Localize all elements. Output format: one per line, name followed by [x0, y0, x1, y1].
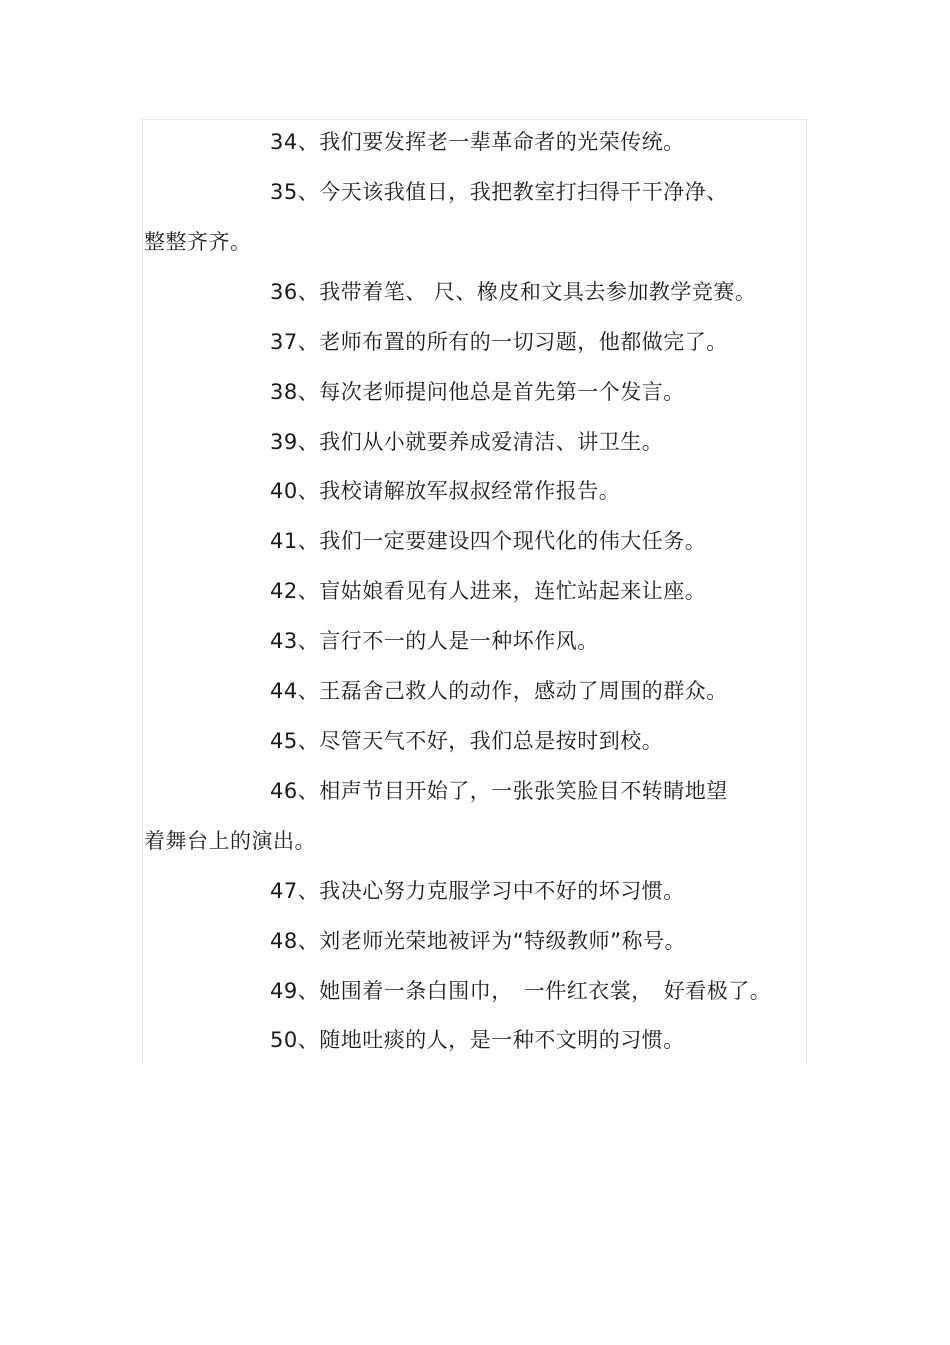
sentence-46: 46、相声节目开始了，一张张笑脸目不转睛地望 [270, 779, 728, 803]
sentence-44: 44、王磊舍己救人的动作，感动了周围的群众。 [270, 679, 728, 703]
sentence-39: 39、我们从小就要养成爱清洁、讲卫生。 [270, 430, 664, 454]
sentence-34: 34、我们要发挥老一辈革命者的光荣传统。 [270, 130, 685, 154]
sentence-38: 38、每次老师提问他总是首先第一个发言。 [270, 380, 685, 404]
sentence-37: 37、老师布置的所有的一切习题，他都做完了。 [270, 330, 728, 354]
sentence-43: 43、言行不一的人是一种坏作风。 [270, 629, 599, 653]
sentence-48: 48、刘老师光荣地被评为“特级教师”称号。 [270, 929, 686, 953]
sentence-45: 45、尽管天气不好，我们总是按时到校。 [270, 729, 664, 753]
sentence-41: 41、我们一定要建设四个现代化的伟大任务。 [270, 529, 707, 553]
sentence-35: 35、今天该我值日，我把教室打扫得干干净净、 [270, 180, 728, 204]
sentence-40: 40、我校请解放军叔叔经常作报告。 [270, 479, 621, 503]
sentence-35-continuation: 整整齐齐。 [144, 230, 252, 254]
sentence-42: 42、盲姑娘看见有人进来，连忙站起来让座。 [270, 579, 707, 603]
sentence-49: 49、她围着一条白围巾， 一件红衣裳， 好看极了。 [270, 979, 772, 1003]
sentence-36: 36、我带着笔、 尺、橡皮和文具去参加教学竞赛。 [270, 280, 757, 304]
sentence-50: 50、随地吐痰的人，是一种不文明的习惯。 [270, 1028, 685, 1052]
sentence-47: 47、我决心努力克服学习中不好的坏习惯。 [270, 879, 685, 903]
sentence-46-continuation: 着舞台上的演出。 [144, 829, 316, 853]
